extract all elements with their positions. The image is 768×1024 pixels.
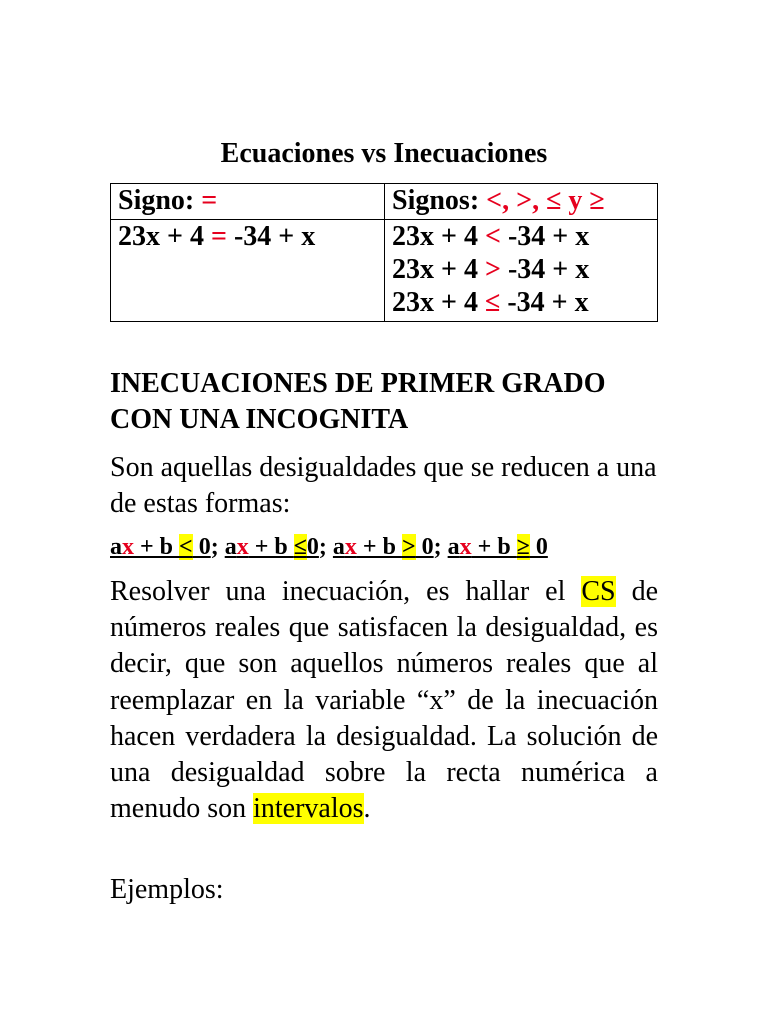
header-label: Signos:: [392, 185, 480, 216]
inequation-left: 23x + 4: [392, 287, 478, 318]
header-label: Signo:: [118, 185, 195, 216]
section-heading: INECUACIONES DE PRIMER GRADO CON UNA INCOGNITA: [110, 368, 606, 435]
cs-highlight: CS: [581, 576, 616, 607]
table-header-row: [111, 184, 658, 220]
inequation-sign: <: [484, 221, 501, 252]
form-less-than: ax + b < 0: [110, 534, 211, 560]
explanation-end: .: [363, 793, 371, 825]
inequality-signs: <, >, ≤ y ≥: [486, 185, 605, 216]
inequality-forms: [110, 530, 548, 564]
header-cell-inequations: [385, 184, 658, 220]
definition-paragraph: Son aquellas desigualdades que se reducen a una de estas formas:: [110, 452, 657, 519]
inequation-example: [392, 253, 650, 286]
header-cell-equations: [111, 184, 385, 220]
inequation-cell: [385, 220, 658, 322]
form-greater-equal: ax + b ≥ 0: [447, 534, 548, 560]
explanation-text: Resolver una inecuación, es hallar el: [110, 576, 582, 607]
explanation-paragraph: [110, 574, 658, 827]
intervalos-highlight: intervalos: [253, 793, 364, 825]
equation-cell: [111, 220, 385, 322]
table-body-row: [111, 220, 658, 322]
inequation-right: -34 + x: [507, 287, 589, 318]
inequation-left: 23x + 4: [392, 254, 478, 285]
inequation-sign: >: [484, 254, 501, 285]
explanation-text: de números reales que satisfacen la desigualdad, es decir, que son aquellos números reales que al reemplazar en la variable “x” de la inecuación hacen verdadera la desigualdad. La solución de una desigualdad sobre la recta numérica a menudo son: [110, 576, 658, 825]
inequation-left: 23x + 4: [392, 221, 478, 252]
examples-label: Ejemplos:: [110, 874, 224, 905]
equation-right: -34 + x: [233, 221, 316, 252]
form-separator: ;: [210, 534, 225, 560]
equation-left: 23x + 4: [118, 221, 204, 252]
inequation-example: [392, 220, 650, 253]
equal-sign: =: [201, 185, 218, 216]
page-title: Ecuaciones vs Inecuaciones: [220, 138, 548, 169]
inequation-right: -34 + x: [507, 221, 590, 252]
form-separator: ;: [433, 534, 448, 560]
inequation-sign: ≤: [484, 287, 501, 318]
form-greater-than: ax + b > 0: [332, 534, 434, 560]
equation-sign: =: [210, 221, 227, 252]
equation-example: [118, 220, 377, 253]
inequation-right: -34 + x: [507, 254, 590, 285]
form-separator: ;: [318, 534, 333, 560]
form-less-equal: ax + b ≤0: [224, 534, 319, 560]
comparison-table: [110, 183, 658, 322]
inequation-example: [392, 286, 650, 319]
